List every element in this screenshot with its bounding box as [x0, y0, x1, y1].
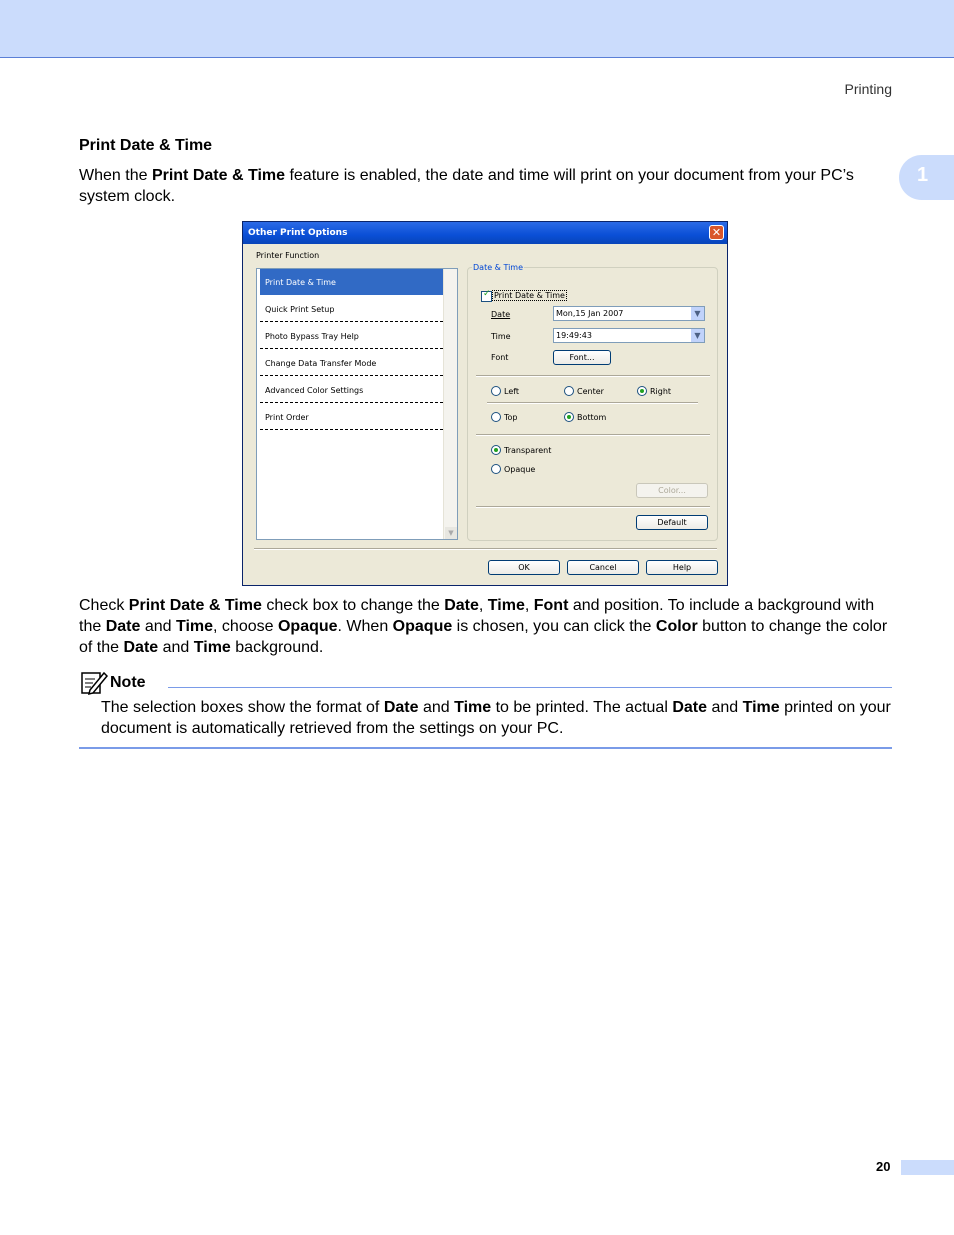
chapter-tab — [899, 155, 954, 200]
note-label: Note — [110, 674, 146, 691]
running-head: Printing — [844, 81, 892, 97]
position-top-label: Top — [504, 413, 518, 422]
list-scrollbar[interactable] — [443, 269, 457, 539]
background-opaque-radio[interactable] — [491, 464, 501, 474]
section-title: Print Date & Time — [79, 137, 213, 154]
note-pencil-icon — [80, 670, 108, 696]
color-button[interactable]: Color... — [636, 483, 708, 498]
time-label: Time — [491, 332, 511, 341]
list-item[interactable]: Quick Print Setup — [260, 296, 443, 322]
note-top-rule — [168, 687, 892, 688]
group-title: Date & Time — [473, 263, 524, 272]
position-bottom-radio[interactable] — [564, 412, 574, 422]
dialog-title: Other Print Options — [248, 228, 348, 238]
help-button[interactable]: Help — [646, 560, 718, 575]
align-center-label: Center — [577, 387, 604, 396]
scroll-down-icon[interactable]: ▼ — [445, 527, 457, 539]
font-button[interactable]: Font... — [553, 350, 611, 365]
note-text: The selection boxes show the format of Date and Time to be printed. The actual Date and Time printed on your document is automatically retrieved from the settings on your PC. — [101, 699, 891, 737]
function-listbox[interactable] — [256, 268, 458, 540]
default-button[interactable]: Default — [636, 515, 708, 530]
date-format-select[interactable]: Mon,15 Jan 2007 ▼ — [553, 306, 705, 321]
background-transparent-label: Transparent — [504, 446, 552, 455]
divider — [254, 548, 717, 550]
header-band — [0, 0, 954, 58]
print-date-time-checkbox[interactable] — [481, 291, 492, 302]
intro-paragraph: When the Print Date & Time feature is enabled, the date and time will print on your document from your PC’s system clock. — [79, 167, 854, 205]
other-print-options-dialog — [242, 221, 728, 586]
align-right-radio[interactable] — [637, 386, 647, 396]
chevron-down-icon: ▼ — [691, 329, 704, 342]
divider — [487, 402, 698, 404]
dialog-titlebar — [243, 222, 727, 244]
note-bottom-rule — [79, 747, 892, 749]
close-icon[interactable]: ✕ — [709, 225, 724, 240]
time-format-select[interactable]: 19:49:43 ▼ — [553, 328, 705, 343]
checkbox-label: Print Date & Time — [494, 291, 565, 300]
align-center-radio[interactable] — [564, 386, 574, 396]
font-label: Font — [491, 353, 509, 362]
divider — [476, 506, 710, 508]
cancel-button[interactable]: Cancel — [567, 560, 639, 575]
list-item[interactable]: Change Data Transfer Mode — [260, 350, 443, 376]
position-bottom-label: Bottom — [577, 413, 607, 422]
background-opaque-label: Opaque — [504, 465, 536, 474]
position-top-radio[interactable] — [491, 412, 501, 422]
divider — [476, 434, 710, 436]
footer-tab — [901, 1160, 954, 1175]
list-item[interactable]: Print Order — [260, 404, 443, 430]
align-left-radio[interactable] — [491, 386, 501, 396]
date-label: Date — [491, 310, 511, 319]
list-item[interactable]: Advanced Color Settings — [260, 377, 443, 403]
ok-button[interactable]: OK — [488, 560, 560, 575]
align-right-label: Right — [650, 387, 672, 396]
chapter-number: 1 — [917, 164, 929, 186]
body-paragraph: Check Print Date & Time check box to change the Date, Time, Font and position. To include a background with the Date and Time, choose Opaque. When Opaque is chosen, you can click the Color button to change the color of the Date and Time background. — [79, 597, 888, 656]
list-item[interactable]: Print Date & Time — [260, 269, 443, 295]
chevron-down-icon: ▼ — [691, 307, 704, 320]
divider — [476, 375, 710, 377]
page-number: 20 — [876, 1159, 891, 1174]
background-transparent-radio[interactable] — [491, 445, 501, 455]
printer-function-label: Printer Function — [256, 251, 320, 260]
align-left-label: Left — [504, 387, 520, 396]
list-item[interactable]: Photo Bypass Tray Help — [260, 323, 443, 349]
